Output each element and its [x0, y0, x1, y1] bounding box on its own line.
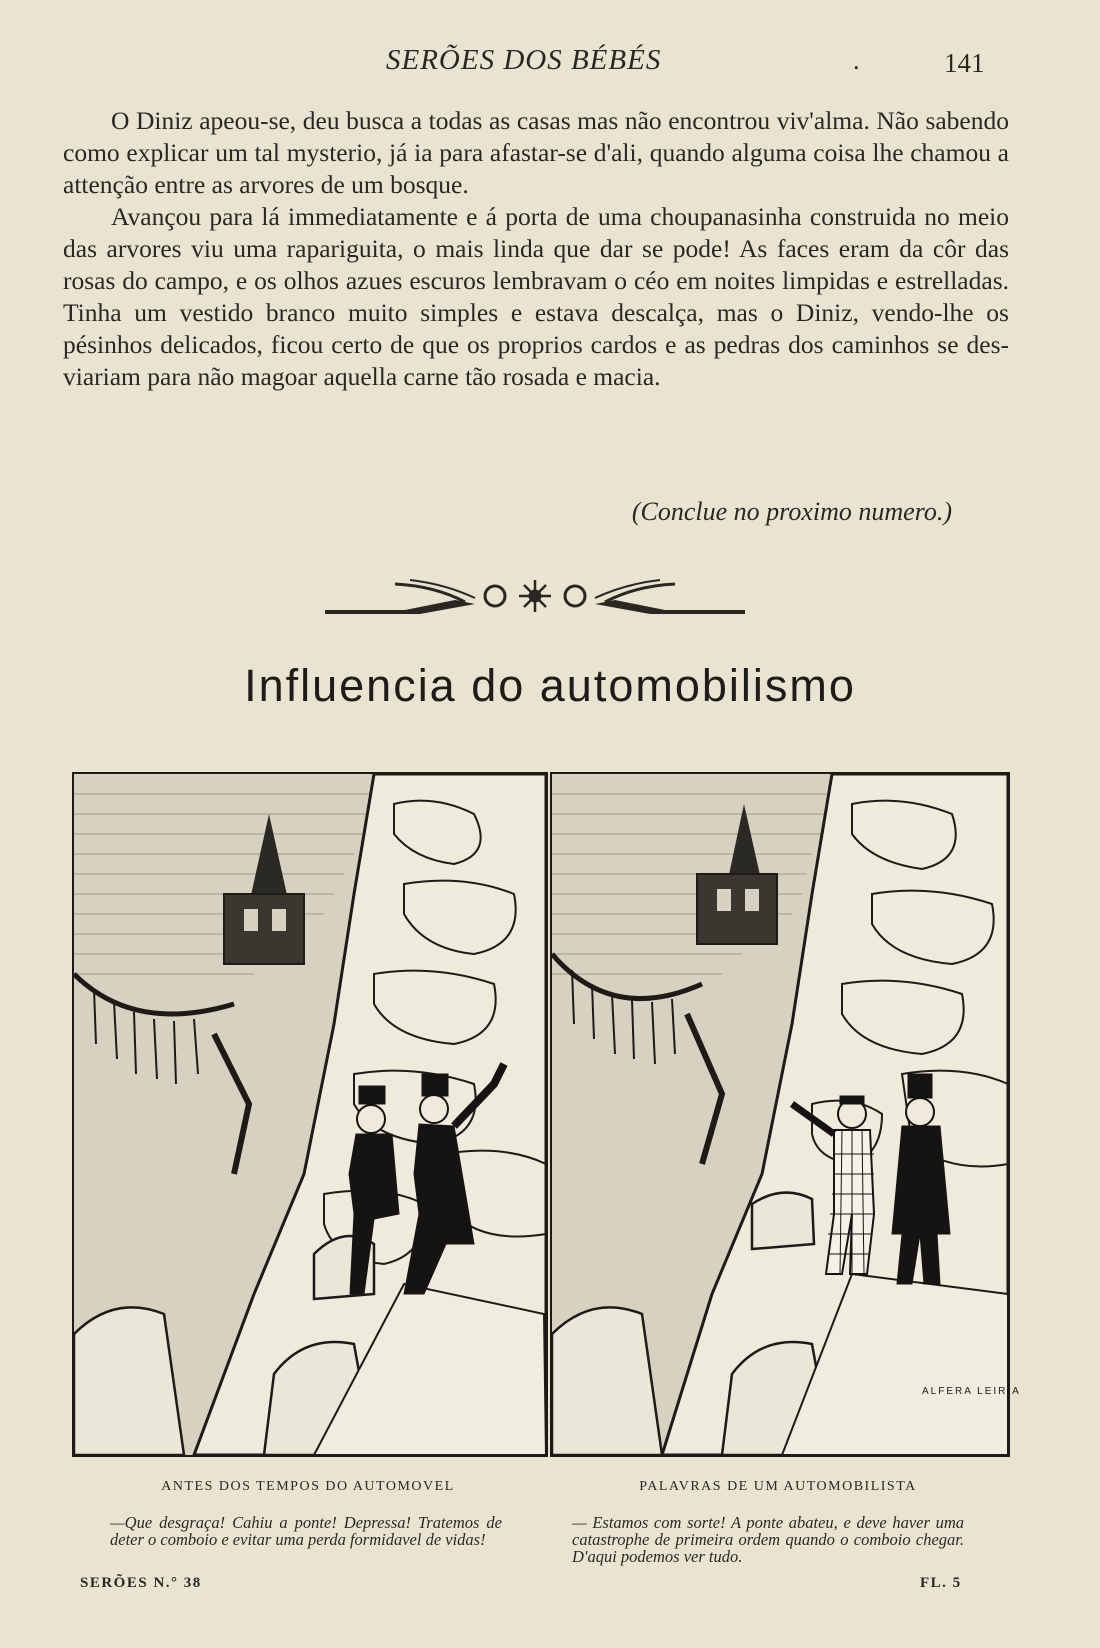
footer-sheet-number: FL. 5	[920, 1575, 962, 1591]
right-caption-heading: PALAVRAS DE UM AUTOMOBILISTA	[639, 1479, 917, 1494]
artist-signature: ALFERA LEIRIA	[922, 1386, 1021, 1397]
continuation-note: (Conclue no proximo numero.)	[631, 497, 952, 526]
article-title: Influencia do automobilismo	[244, 660, 856, 711]
right-cartoon-panel	[550, 772, 1021, 1457]
decorative-divider-ornament	[325, 576, 745, 618]
story-text	[63, 105, 1009, 393]
broken-bridge-motorist-illustration	[552, 774, 1021, 1455]
left-caption-text: —Que desgraça! Cahiu a ponte! Depressa! Tratemos de deter o comboio e evitar uma perda formidavel de vidas!	[110, 1513, 502, 1549]
footer-issue-number: SERÕES N.° 38	[80, 1575, 202, 1591]
left-caption-heading: ANTES DOS TEMPOS DO AUTOMOVEL	[161, 1479, 455, 1494]
broken-bridge-illustration	[74, 774, 546, 1455]
running-header	[0, 44, 1100, 84]
story-paragraph: Avançou para lá immediatamente e á porta de uma choupanasinha construida no meio das arvores viu uma rapariguita, o mais linda que dar se pode! As faces eram da côr das rosas do campo, e os olhos azues escuros lembravam o céo em noites limpidas e estrelladas. Tinha um vestido branco muito simples e estava descalça, mas o Diniz, vendo-lhe os pésinhos delicados, ficou certo de que os proprios cardos e as pedras dos caminhos se desviariam para não magoar aquella carne tão rosada e macia.	[63, 202, 1009, 391]
story-paragraph: O Diniz apeou-se, deu busca a todas as casas mas não encontrou viv'alma. Não sabendo como explicar um tal mysterio, já ia para afastar-se d'ali, quando alguma coisa lhe chamou a attenção entre as arvores de um bosque.	[63, 106, 1009, 199]
left-cartoon-panel	[72, 772, 548, 1457]
page-number: 141	[944, 48, 985, 78]
header-dot: .	[853, 46, 860, 75]
magazine-title: SERÕES DOS BÉBÉS	[386, 44, 662, 76]
right-caption-text: — Estamos com sorte! A ponte abateu, e deve haver uma catastrophe de primeira ordem quando o comboio chegar. D'aqui podemos ver tudo.	[572, 1513, 964, 1566]
